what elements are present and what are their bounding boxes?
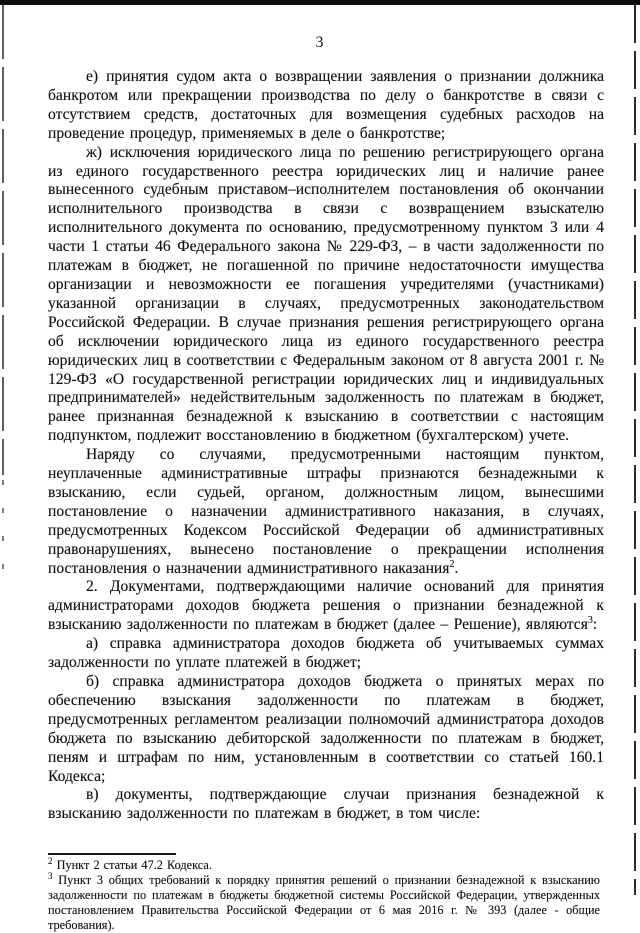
paragraph-text: в) документы, подтверждающие случаи признания безнадежной к взысканию задолженности по платежам в бюджет, в том числе: [48,786,604,823]
paragraph [48,578,604,635]
footnote-reference: 3 [587,615,593,627]
footnote-text: Пункт 3 общих требований к порядку принятия решений о признании безнадежной к взысканию задолженности по платежам в бюджеты бюджетной системы Российской Федерации, утвержденных постановлением Правительства Российской Федерации от 6 мая 2016 г. № 393 (далее - общие требования). [48,873,600,933]
paragraph-text: . [454,559,459,577]
footnote-reference: 2 [449,558,455,570]
footnote-text: Пункт 2 статьи 47.2 Кодекса. [52,858,212,873]
paragraph [48,673,604,786]
paragraph [48,786,604,824]
scan-left-edge [2,5,4,475]
scan-left-edge-dots [2,480,4,570]
footnote [48,858,600,873]
footnote [48,873,600,933]
paragraph-text: Наряду со случаями, предусмотренными настоящим пунктом, неуплаченные административные штрафы признаются безнадежными к взысканию, если судьей, органом, должностным лицом, вынесшими постановление о назначении административного наказания, в случаях, предусмотренных Кодексом Российской Федерации об административных правонарушениях, вынесено постановление о прекращении исполнения постановления о назначении административного наказания [48,446,604,577]
paragraph-text: а) справка администратора доходов бюджета об учитываемых суммах задолженности по уплате платежей в бюджет; [48,635,604,672]
footnotes [48,858,600,933]
scan-top-edge [0,0,640,5]
paragraph-text: ж) исключения юридического лица по решению регистрирующего органа из единого государственного реестра юридических лиц и наличие ранее вынесенного судебным приставом–исполнителем постановления об окончании исполнительного производства в связи с возвращением взыскателю исполнительного документа по основанию, предусмотренному пунктом 3 или 4 части 1 статьи 46 Федерального закона № 229-ФЗ, – в части задолженности по платежам в бюджет, не погашенной по причине недостаточности имущества организации и невозможности ее погашения учредителями (участниками) указанной организации в случаях, предусмотренных законодательством Российской Федерации. В случае признания решения регистрирующего органа об исключении юридического лица из единого государственного реестра юридических лиц в соответствии с Федеральным законом от 8 августа 2001 г. № 129-ФЗ «О государственной регистрации юридических лиц и индивидуальных предпринимателей» недействительным задолженность по платежам в бюджет, ранее признанная безнадежной к взысканию в соответствии с настоящим подпунктом, подлежит восстановлению в бюджетном (бухгалтерском) учете. [48,143,604,445]
paragraph-text: 2. Документами, подтверждающими наличие оснований для принятия администраторами доходов бюджета решения о признании безнадежной к взысканию задолженности по платежам в бюджет (далее – Решение), являются [48,578,604,634]
paragraph [48,68,604,144]
scan-right-edge [634,5,636,895]
footnote-separator [48,853,176,855]
footnote-marker: 3 [48,871,53,882]
paragraph-text: : [592,616,598,634]
paragraph-text: е) принятия судом акта о возвращении заявления о признании должника банкротом или прекращении производства по делу о банкротстве в связи с отсутствием средств, достаточных для возмещения судебных расходов на проведение процедур, применяемых в деле о банкротстве; [48,68,604,142]
paragraph-text: б) справка администратора доходов бюджета о принятых мерах по обеспечению взыскания задолженности по платежам в бюджет, предусмотренных регламентом реализации полномочий администратора доходов бюджета по взысканию дебиторской задолженности по платежам в бюджет, пеням и штрафам по ним, установленным в соответствии со статьей 160.1 Кодекса; [48,673,604,785]
paragraph [48,446,604,578]
paragraph [48,144,604,447]
page-number: 3 [315,34,325,51]
document-body [48,68,604,824]
paragraph [48,635,604,673]
footnote-marker: 2 [48,856,53,867]
